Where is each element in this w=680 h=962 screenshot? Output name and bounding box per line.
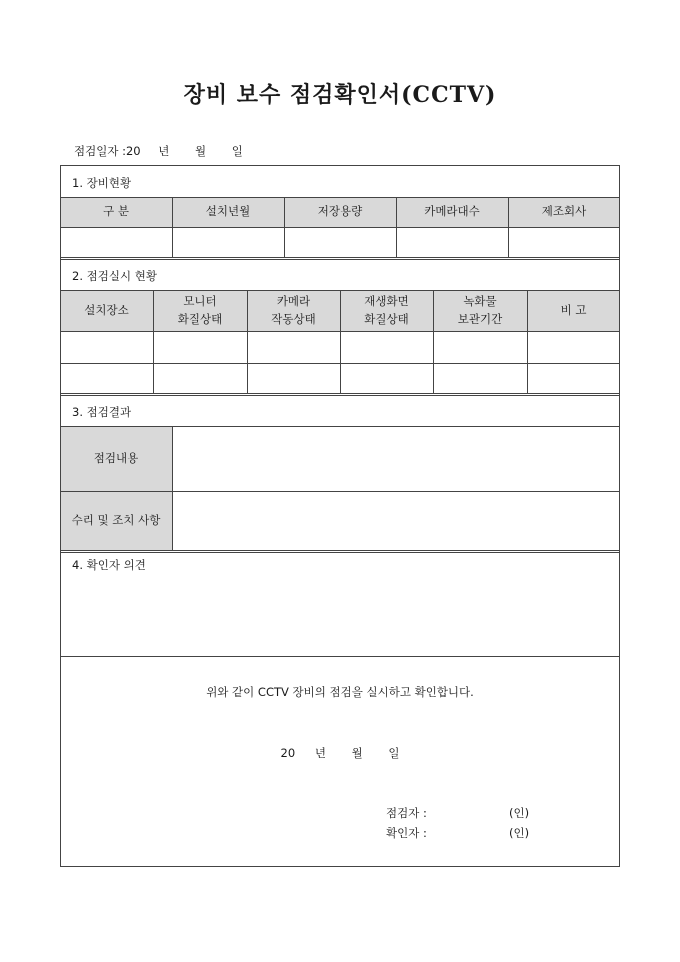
equipment-header-manufacturer: 제조회사 (541, 204, 587, 219)
section4-title: 4. 확인자 의견 (72, 558, 146, 572)
inspection-header-remarks: 비 고 (560, 302, 587, 317)
inspection-header-camera-operation: 카메라 작동상태 (271, 294, 316, 326)
confirmation-statement: 위와 같이 CCTV 장비의 점검을 실시하고 확인합니다. (206, 685, 474, 699)
date-year-unit: 년 (158, 144, 170, 158)
date-month-unit: 월 (195, 144, 207, 158)
inspection-header-location: 설치장소 (84, 302, 129, 317)
confirmer-label: 확인자 : (386, 826, 427, 840)
inspection-header-retention-period: 녹화물 보관기간 (457, 294, 503, 326)
result-label-content: 점검내용 (93, 450, 139, 465)
result-label-repairs: 수리 및 조치 사항 (71, 512, 161, 527)
equipment-header-category: 구 분 (103, 204, 129, 219)
date-year-prefix: 20 (125, 144, 141, 158)
equipment-header-storage: 저장용량 (317, 204, 363, 219)
confirmation-date: 20 년 월 일 (280, 746, 400, 760)
date-label: 점검일자 : (74, 144, 126, 158)
inspection-header-monitor-quality: 모니터 화질상태 (177, 294, 223, 326)
confirmer-seal: (인) (509, 826, 530, 840)
section2-title: 2. 점검실시 현황 (72, 269, 157, 283)
document-title: 장비 보수 점검확인서(CCTV) (183, 82, 497, 108)
inspector-label: 점검자 : (386, 806, 427, 820)
date-day-unit: 일 (231, 144, 243, 158)
section3-title: 3. 점검결과 (72, 405, 132, 419)
inspection-date-line (74, 143, 243, 159)
equipment-header-camera-count: 카메라대수 (424, 204, 480, 219)
section1-title: 1. 장비현황 (72, 176, 132, 190)
inspector-seal: (인) (509, 806, 530, 820)
inspection-header-playback-quality: 재생화면 화질상태 (364, 294, 409, 326)
equipment-header-install-date: 설치년월 (205, 204, 251, 219)
